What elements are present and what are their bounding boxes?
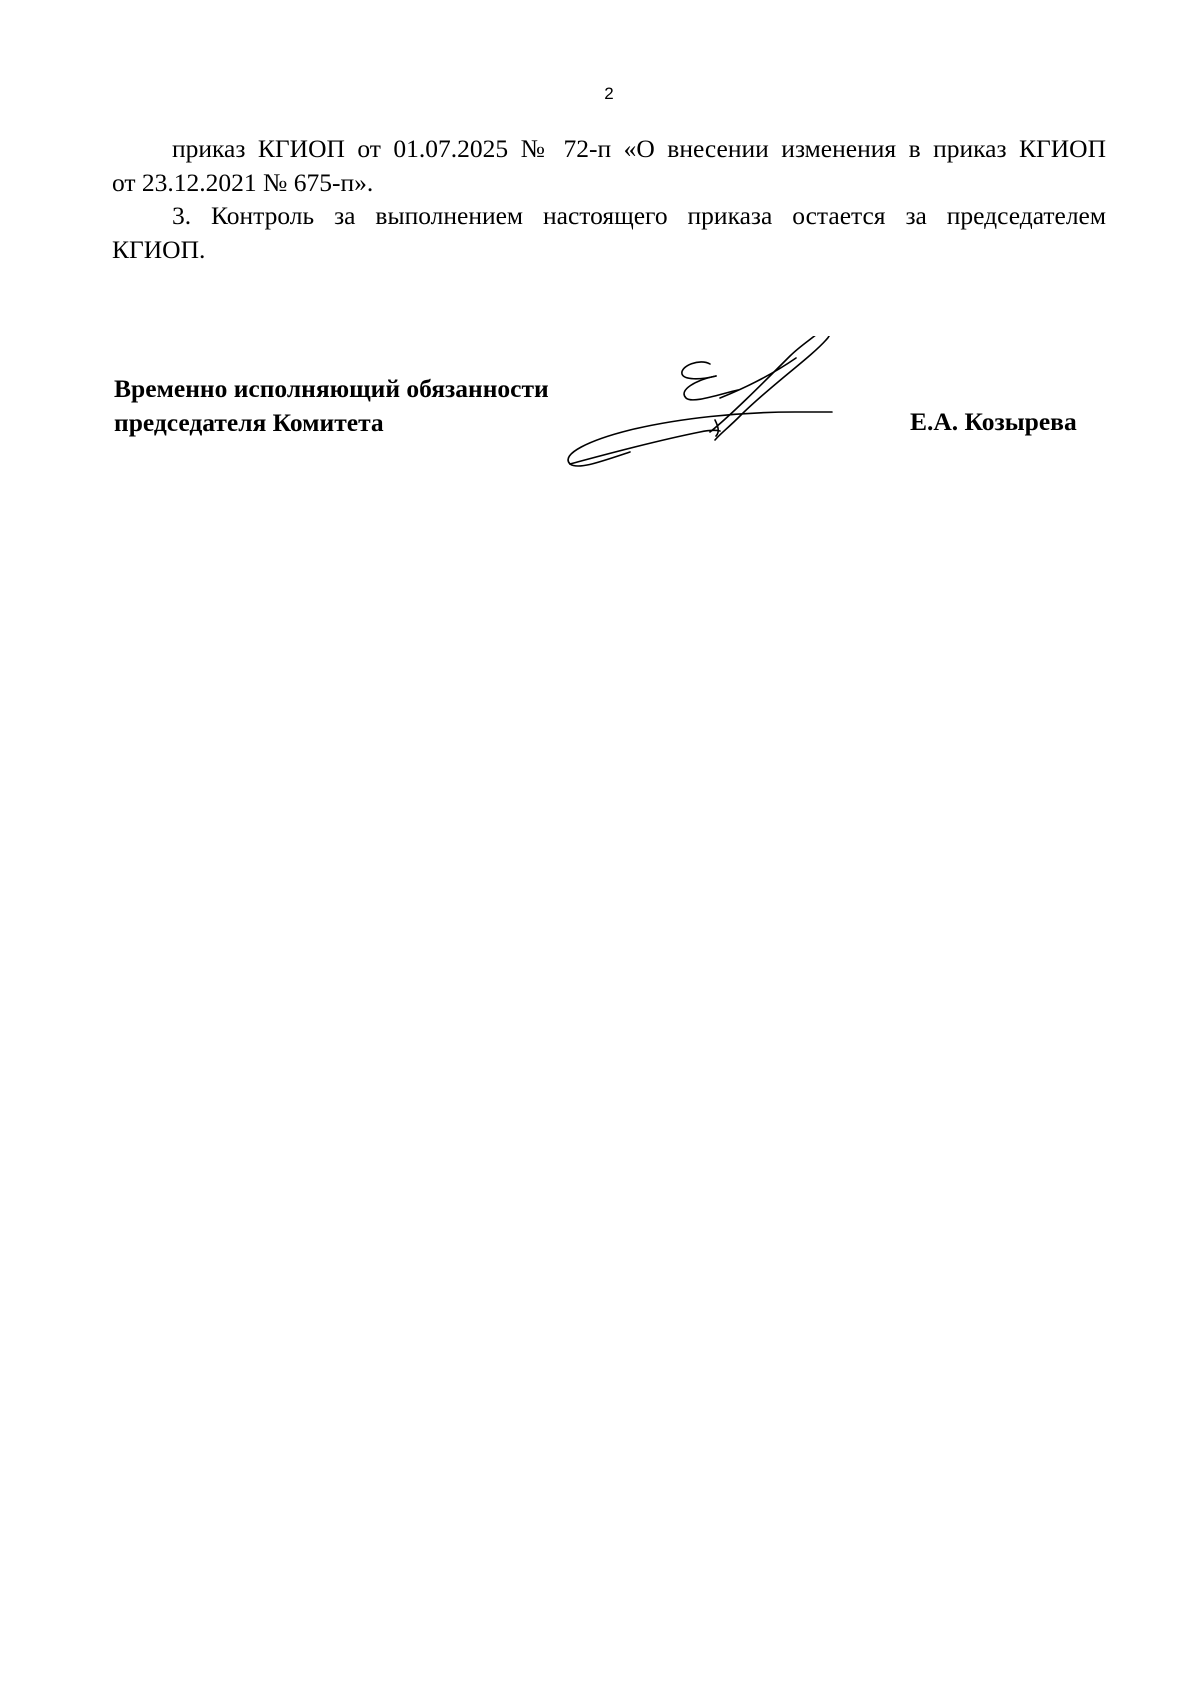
text-line: приказ КГИОП от 01.07.2025 № 72-п «О внесении изменения в приказ КГИОП xyxy=(172,134,1106,163)
handwritten-signature-icon xyxy=(560,336,860,496)
paragraph-order-reference xyxy=(112,132,1106,199)
signature-position-line: председателя Комитета xyxy=(114,407,384,437)
text-line: 3. Контроль за выполнением настоящего приказа остается за председателем xyxy=(172,201,1106,230)
signature-position xyxy=(114,372,549,439)
signer-name: Е.А. Козырева xyxy=(910,407,1077,436)
document-body xyxy=(112,132,1106,266)
paragraph-item-3 xyxy=(112,199,1106,266)
text-line: от 23.12.2021 № 675-п». xyxy=(112,167,374,197)
signature-position-line: Временно исполняющий обязанности xyxy=(114,374,549,403)
page-number: 2 xyxy=(604,84,614,103)
text-line: КГИОП. xyxy=(112,234,206,264)
